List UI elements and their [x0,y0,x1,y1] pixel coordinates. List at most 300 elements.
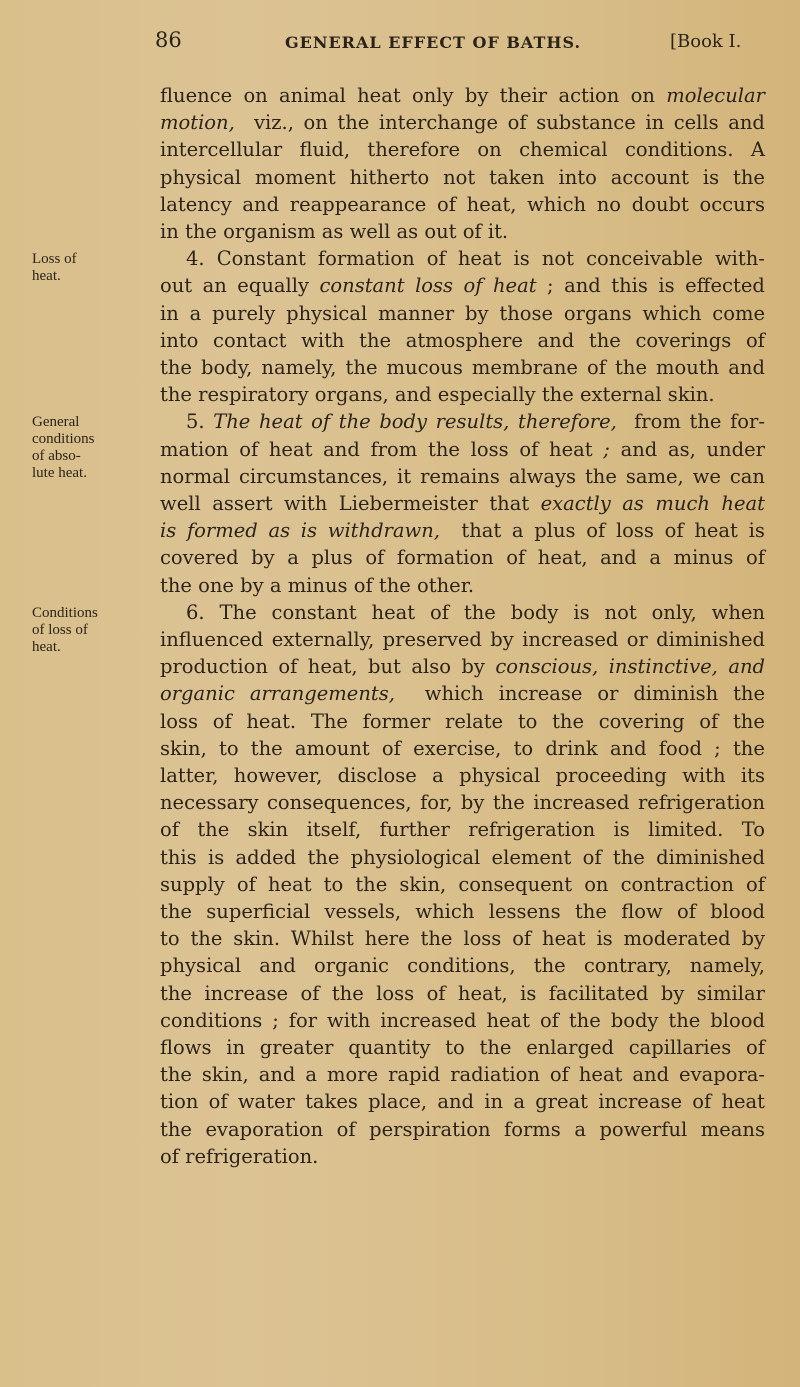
text: increase [598,1090,682,1114]
text: to [160,927,180,951]
text: refrigeration [637,791,765,815]
text: by [490,628,514,651]
text-line [160,873,765,897]
margin-note-line: heat. [32,638,61,655]
text: from [634,410,681,434]
text: A [750,138,765,162]
text: mucous [386,356,463,379]
text: heat [457,247,502,271]
text: of [381,736,401,760]
text: ; [272,1008,279,1032]
text: flow [621,900,663,923]
text: remains [420,464,500,488]
text: flows [160,1036,212,1059]
italic-text: formed [186,519,258,543]
text: and [537,328,575,352]
text: of [208,1090,228,1114]
text-line [160,274,765,298]
text: of [699,709,719,733]
text: of [236,872,256,896]
text: the [732,709,765,733]
text: moderated [623,927,731,951]
text: to [219,736,239,760]
text: plus [534,519,576,543]
italic-text: organic [160,682,235,706]
text: of [239,437,259,461]
text-line [186,601,765,625]
text: the [160,900,192,923]
text: greater [259,1036,334,1059]
text: those [499,301,554,325]
text: which [527,192,587,216]
text: mation [160,437,229,461]
text: by [461,655,485,679]
text: when [711,600,765,624]
text: fluence [160,84,233,107]
italic-text: heat [493,274,537,298]
italic-text: motion, [160,111,235,135]
text: effected [685,274,765,298]
text: for- [730,410,765,434]
text: or [626,628,648,651]
text-line [160,329,765,353]
text: on [243,84,268,107]
italic-text: and [728,655,765,679]
text: not [443,165,476,189]
text: of [549,1063,569,1087]
text: of [539,1008,559,1032]
text: in [645,111,665,135]
text: the [668,1008,701,1032]
text: diminish [633,682,719,706]
text: the [345,356,378,379]
text: with [327,1008,371,1032]
text: is [658,274,675,298]
text: cells [673,111,719,135]
text: 5. [186,410,205,434]
text-line [160,519,765,543]
text: loss [615,519,654,543]
text: by [460,791,485,815]
text: perspiration [369,1117,491,1141]
margin-note-line: heat. [32,268,61,285]
text: no [596,192,622,216]
italic-text: the [338,410,371,434]
text-line [160,1145,765,1169]
text: on [477,138,502,162]
text: chemical [519,138,608,162]
text: more [327,1063,379,1087]
text: a [513,1090,525,1114]
text: the [331,981,364,1005]
italic-text: The [213,410,251,434]
text-line [160,954,765,978]
text: body, [201,356,253,379]
text: formation [396,546,494,570]
text: the [420,927,453,951]
text: and [609,736,647,760]
text: physical [160,954,242,978]
text: from [370,437,418,461]
italic-text: body [379,410,428,434]
text: former [362,709,431,733]
text: Liebermeister [338,492,478,515]
text: skin [247,818,289,842]
text: for [288,1008,318,1032]
text: and [620,437,658,461]
page-number: 86 [155,28,182,52]
text: The [219,600,257,624]
italic-text: conscious, [495,655,599,679]
text: body [610,1008,659,1032]
text: which [424,682,484,706]
text: is [613,818,630,842]
text: conditions [160,1008,263,1032]
text: the [733,682,765,706]
text: supply [160,872,225,896]
text: organs [563,301,632,325]
text: of [746,1036,765,1059]
text: increased [380,1008,477,1032]
text: atmosphere [405,328,523,352]
text: enlarged [526,1036,614,1059]
text: action [558,84,620,107]
text: is [748,519,765,543]
text: of [586,519,606,543]
text: to [323,872,344,896]
text: limited. [648,818,724,842]
text-line [160,138,765,162]
italic-text: of [311,410,331,434]
text: the respiratory organs, and especially the external skin. [160,383,715,407]
text: diminished [656,628,765,651]
text: is [207,845,225,869]
text-line [160,492,765,516]
text: radiation [450,1063,540,1087]
text: an [202,274,227,298]
text: the [588,328,621,352]
text: skin. [233,927,281,951]
margin-note-line: Loss of [32,251,77,268]
text: loss [463,927,502,951]
text: into [558,165,597,189]
text: is [520,981,537,1005]
text: to [445,1036,465,1059]
text: the [574,900,607,923]
text: rapid [388,1063,441,1087]
text: to [513,736,534,760]
text: heat, [466,192,517,216]
text-line [160,356,765,380]
text: its [740,764,765,787]
text: heat [578,1063,623,1087]
text: and [242,192,280,216]
text: the [492,791,525,815]
text: tion [160,1090,199,1114]
text: of [506,546,526,570]
text: account [610,165,689,189]
text: with [682,764,726,787]
text: mouth [656,356,720,379]
text: hitherto [349,165,430,189]
text: of [746,872,765,896]
text: substance [536,111,636,135]
text: the [479,1036,512,1059]
text: heat [267,872,312,896]
text-line [160,1090,765,1114]
text: skin, [399,872,447,896]
text-line [160,546,765,570]
text: purely [212,301,276,325]
text: blood [710,900,765,923]
text: the [337,111,370,135]
text: heat, [307,655,358,679]
italic-text: molecular [666,84,765,107]
text: in [160,301,179,325]
text: with- [714,247,765,271]
text: drink [545,736,598,760]
text: conditions, [407,954,516,978]
text: always [508,464,577,488]
text: on [630,84,655,107]
text-line [160,628,765,652]
text: the [568,1008,601,1032]
text: moment [255,165,336,189]
text-line [160,438,765,462]
text: by [660,981,685,1005]
text: added [235,845,297,869]
text: come [712,301,765,325]
text: a [649,546,661,570]
text: only, [651,600,697,624]
text: on [303,111,328,135]
text-line [160,574,765,598]
text: contrary, [583,954,672,978]
running-head: GENERAL EFFECT OF BATHS. [285,33,582,52]
italic-text: arrangements, [249,682,395,706]
text: circumstances, [238,464,389,488]
text: of [300,981,320,1005]
text: evaporation [205,1117,324,1141]
text: can [729,464,765,488]
italic-text: therefore, [518,410,617,434]
text-line [160,710,765,734]
text: ; [547,274,554,298]
text: latter, [160,764,219,787]
text: a [189,301,202,325]
text: increased [522,628,619,651]
italic-text: withdrawn, [327,519,440,543]
text: the [584,464,617,488]
text: takes [305,1090,358,1114]
text-line [160,927,765,951]
text: loss [470,437,509,461]
text: covering [598,709,685,733]
text: constant [271,600,357,624]
text: production [160,655,268,679]
text: similar [696,981,765,1005]
text: heat [694,519,738,543]
italic-text: loss [415,274,454,298]
text-line [160,982,765,1006]
text: here [364,927,410,951]
text: increased [533,791,630,815]
italic-text: heat [258,410,303,434]
text: Whilst [290,927,354,951]
text: into [160,328,199,352]
text: and [259,954,296,978]
text: heat [549,437,593,461]
text-line [160,682,765,706]
italic-text: instinctive, [608,655,718,679]
text: contraction [620,872,734,896]
text-line [160,846,765,870]
text: heat [486,1008,530,1032]
text: heat [542,927,586,951]
text: the [160,1063,192,1087]
text: is [513,247,530,271]
text-line [160,111,765,135]
text: in the organism as well as out of it. [160,220,509,243]
text: of [692,1090,712,1114]
text: to [517,709,538,733]
text: coverings [635,328,732,352]
margin-note [32,414,95,482]
italic-text: is [300,519,318,543]
text: also [411,655,451,679]
text: proceeding [555,764,667,787]
text: organic [314,954,389,978]
text: evapora- [679,1063,765,1087]
text: 4. [186,247,205,271]
text: only [411,84,454,107]
text: blood [710,1008,765,1032]
text: heat, [537,546,588,570]
text: this [611,274,648,298]
margin-note-line: of loss of [32,621,88,638]
text: the [612,845,645,869]
text: of [587,356,606,379]
italic-text: exactly [540,492,611,515]
text: refrigeration [468,818,596,842]
text: ; [714,736,721,760]
margin-note-line: conditions [32,431,95,448]
text: and [564,274,601,298]
text: in [484,1090,504,1114]
text: of [746,546,765,570]
text: not [541,247,574,271]
text-line [186,247,765,271]
text: heat [357,84,401,107]
text: the [190,927,223,951]
text-line [160,465,765,489]
text-line [160,764,765,788]
text: is [702,165,720,189]
text: with [284,492,328,515]
text: this [160,845,197,869]
text: of [676,900,696,923]
italic-text: of [463,274,483,298]
text: amount [294,736,370,760]
text: the one by a minus of the other. [160,573,475,597]
text: capillaries [628,1036,732,1059]
text: of [507,111,527,135]
text-line [160,1063,765,1087]
text: facilitated [548,981,649,1005]
text: 6. [186,600,205,624]
text: reappearance [289,192,427,216]
text: the [359,328,392,352]
text: quantity [348,1036,431,1059]
text: increase [498,682,583,706]
text: preserved [382,628,482,651]
text: with [301,328,345,352]
text: for, [420,791,453,815]
text: the [355,872,388,896]
text: by [465,301,489,325]
text: superficial [206,900,311,923]
text: disclose [337,764,417,787]
text: and [728,356,765,379]
text: the [160,1117,192,1141]
italic-text: results, [435,410,510,434]
text: the [197,818,230,842]
text: a [574,1117,586,1141]
text: conceivable [586,247,703,271]
text: which [642,301,702,325]
text: of refrigeration. [160,1144,319,1168]
text-line [160,818,765,842]
italic-text: ; [603,437,610,461]
italic-text: constant [319,274,405,298]
text: place, [368,1090,428,1114]
text: normal [160,464,230,488]
text: as, [667,437,696,461]
text: of [664,519,684,543]
text: the [615,356,647,379]
text: physical [459,764,541,787]
text: loss [376,981,415,1005]
text: interchange [378,111,499,135]
text: physiological [350,845,481,869]
italic-text: much [655,492,710,515]
text: heat [371,600,416,624]
text: same, [625,464,684,488]
text: namely, [689,954,765,978]
text: food [658,736,702,760]
text: of [278,655,298,679]
text: the [732,165,765,189]
text: of [519,437,539,461]
text: out [160,274,193,298]
text: doubt [631,192,689,216]
text: skin, [160,736,207,760]
text: the [250,736,283,760]
text: heat [721,1090,765,1114]
text: of [512,927,532,951]
text: consequences, [267,791,412,815]
text: under [706,437,765,461]
text: and [323,437,360,461]
text-line [160,193,765,217]
text: their [499,84,548,107]
text: contact [213,328,287,352]
text-line [186,410,765,434]
text-line [160,737,765,761]
text: the [160,981,192,1005]
text: taken [489,165,545,189]
text: minus [673,546,734,570]
